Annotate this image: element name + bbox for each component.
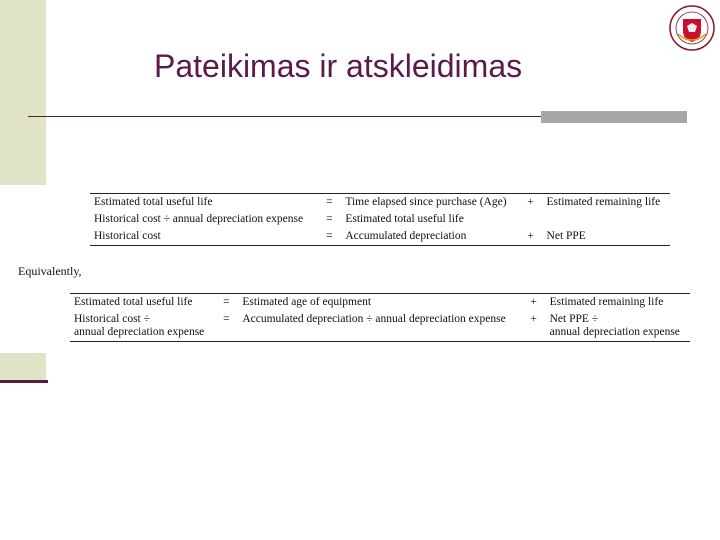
table-cell: Estimated total useful life: [345, 213, 464, 225]
equivalently-label: Equivalently,: [18, 264, 82, 278]
slide-title: Pateikimas ir atskleidimas: [154, 48, 523, 84]
empty-cell: [519, 211, 543, 228]
plus-sign: +: [527, 196, 534, 208]
cell-line: annual depreciation expense: [74, 326, 205, 338]
equation-table-2: [70, 293, 690, 342]
plus-sign: +: [530, 296, 537, 308]
title-rule-block: [541, 111, 687, 123]
table-cell: [546, 311, 690, 342]
table-cell: Estimated total useful life: [94, 196, 213, 208]
plus-sign: +: [530, 313, 537, 325]
equals-sign: =: [326, 230, 333, 242]
table-row: [90, 228, 670, 246]
equals-sign: =: [223, 296, 230, 308]
cell-line: annual depreciation expense: [549, 326, 680, 338]
table-cell: Time elapsed since purchase (Age): [345, 196, 507, 208]
left-accent-line: [0, 380, 48, 383]
table-cell: Estimated remaining life: [546, 196, 661, 208]
left-accent-bar: [0, 0, 46, 185]
university-seal-icon: [668, 4, 716, 52]
equals-sign: =: [223, 313, 230, 325]
equation-table-1: [90, 193, 670, 246]
table-row: [90, 211, 670, 228]
table-row: [70, 311, 690, 342]
table-cell: Accumulated depreciation: [345, 230, 467, 242]
left-accent-block: [0, 353, 46, 381]
table-cell: Estimated total useful life: [74, 296, 193, 308]
title-rule: [28, 116, 548, 117]
table-cell: Historical cost ÷ annual depreciation expense: [94, 213, 304, 225]
table-cell: Net PPE: [546, 230, 586, 242]
table-cell: Estimated remaining life: [549, 296, 664, 308]
empty-cell: [543, 211, 670, 228]
equals-sign: =: [326, 196, 333, 208]
plus-sign: +: [527, 230, 534, 242]
table-cell: [70, 311, 214, 342]
table-cell: Historical cost: [94, 230, 161, 242]
cell-line: Net PPE ÷: [549, 313, 599, 325]
table-row: [90, 194, 670, 212]
cell-line: Historical cost ÷: [74, 313, 150, 325]
table-row: [70, 294, 690, 312]
table-cell: Estimated age of equipment: [242, 296, 372, 308]
table-cell: Accumulated depreciation ÷ annual depreciation expense: [242, 313, 506, 325]
equals-sign: =: [326, 213, 333, 225]
